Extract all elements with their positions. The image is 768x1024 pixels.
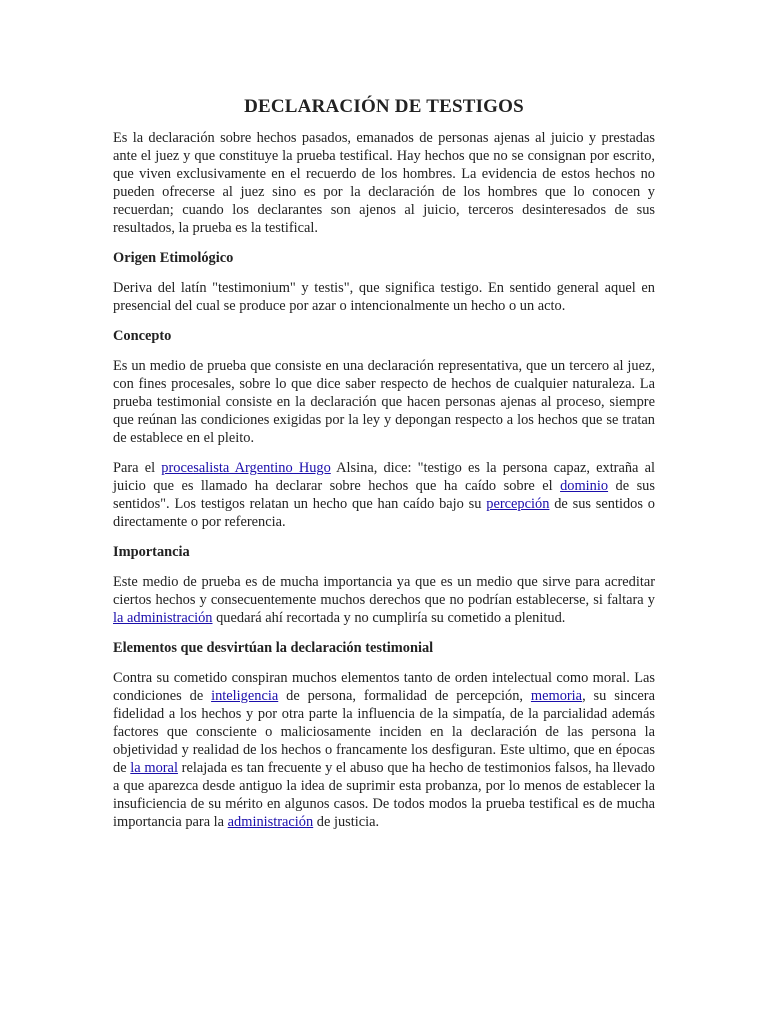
text-span: , su sincera fidelidad a los hechos y por otra parte la influencia de la simpatía, de la parcialidad además factores que consciente o maliciosamente inciden en la declaración de las persona la objetividad y realidad de los hechos o francamente los desfiguran. Este ultimo, que en épocas de xyxy=(113,688,655,776)
text-span: de persona, formalidad de percepción, xyxy=(278,688,531,704)
link-administracion[interactable]: administración xyxy=(227,814,314,830)
link-procesalista[interactable]: procesalista Argentino Hugo xyxy=(161,460,331,476)
link-percepcion[interactable]: percepción xyxy=(486,496,550,512)
document-body xyxy=(113,129,655,843)
origen-paragraph: Deriva del latín "testimonium" y testis", que significa testigo. En sentido general aquel en presencial del cual se produce por azar o intencionalmente un hecho o un acto. xyxy=(113,280,655,314)
concepto-paragraph-1: Es un medio de prueba que consiste en una declaración representativa, que un tercero al juez, con fines procesales, sobre lo que dice saber respecto de hechos de cualquier naturaleza. La prueba testimonial consiste en la declaración que hacen personas ajenas al proceso, siempre que reúnan las condiciones exigidas por la ley y depongan respecto a los hechos que se tratan de establece en el pleito. xyxy=(113,358,655,446)
concepto-paragraph-2 xyxy=(113,459,655,531)
heading-importancia: Importancia xyxy=(113,544,190,560)
text-span: quedará ahí recortada y no cumpliría su cometido a plenitud. xyxy=(212,610,566,626)
text-span: de sus sentidos". Los testigos relatan un hecho que han caído bajo su xyxy=(113,478,655,512)
link-inteligencia[interactable]: inteligencia xyxy=(211,688,279,704)
text-span: Para el xyxy=(113,460,162,476)
text-span: relajada es tan frecuente y el abuso que ha hecho de testimonios falsos, ha llevado a que aparezca desde antiguo la idea de suprimir esta probanza, por lo menos de establecer la insuficiencia de su mérito en algunos casos. De todos modos la prueba testifical es de mucha importancia para la xyxy=(113,760,655,830)
heading-concepto: Concepto xyxy=(113,328,172,344)
importancia-paragraph xyxy=(113,573,655,627)
link-la-moral[interactable]: la moral xyxy=(130,760,178,776)
heading-elementos: Elementos que desvirtúan la declaración testimonial xyxy=(113,640,434,656)
document-title: DECLARACIÓN DE TESTIGOS xyxy=(244,96,524,117)
link-la-administracion[interactable]: la administración xyxy=(113,610,213,626)
text-span: Este medio de prueba es de mucha importancia ya que es un medio que sirve para acreditar ciertos hechos y consecuentemente muchos derechos que no podrían establecerse, si faltara y xyxy=(113,574,655,608)
link-dominio[interactable]: dominio xyxy=(560,478,609,494)
text-span: de sus sentidos o directamente o por referencia. xyxy=(113,496,655,530)
elementos-paragraph xyxy=(113,669,655,831)
heading-origen: Origen Etimológico xyxy=(113,250,234,266)
text-span: de justicia. xyxy=(313,814,380,830)
text-span: Contra su cometido conspiran muchos elementos tanto de orden intelectual como moral. Las condiciones de xyxy=(113,670,655,704)
intro-paragraph: Es la declaración sobre hechos pasados, emanados de personas ajenas al juicio y prestadas ante el juez y que constituye la prueba testifical. Hay hechos que no se consignan por escrito, que viven exclusivamente en el recuerdo de los hombres. La evidencia de estos hechos no pueden ofrecerse al juez sino es por la declaración de los hombres que lo conocen y recuerdan; cuando los declarantes son ajenos al juicio, terceros desinteresados de sus resultados, la prueba es la testifical. xyxy=(113,130,655,236)
text-span: Alsina, dice: "testigo es la persona capaz, extraña al juicio que es llamado ha declarar sobre hechos que ha caído sobre el xyxy=(113,460,655,494)
link-memoria[interactable]: memoria xyxy=(530,688,583,704)
